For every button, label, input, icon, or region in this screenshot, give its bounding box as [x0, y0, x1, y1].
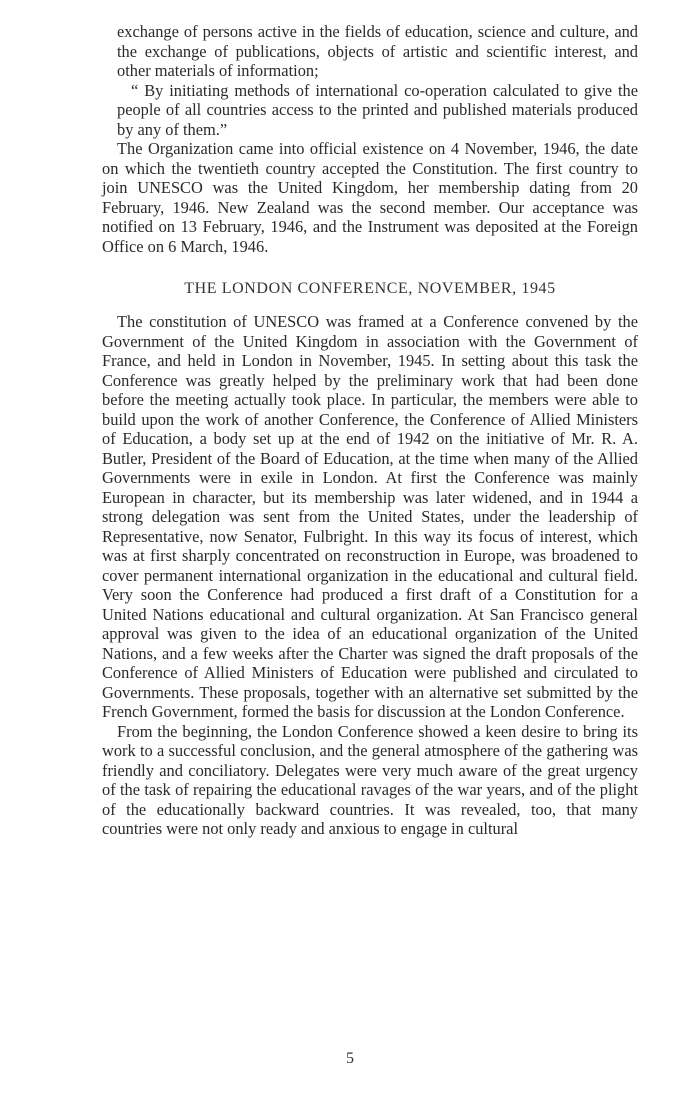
- page-number: 5: [346, 1050, 354, 1067]
- section-paragraph-1: The constitution of UNESCO was framed at a Conference convened by the Government of the United Kingdom in association with the Government of France, and held in London in November, 1945. In setting about this task the Conference was greatly helped by the preliminary work that had been done before the meeting actually took place. In particular, the members were able to build upon the work of another Conference, the Conference of Allied Ministers of Education, a body set up at the end of 1942 on the initiative of Mr. R. A. Butler, President of the Board of Education, at the time when many of the Allied Governments were in exile in London. At first the Conference was mainly European in character, but its membership was later widened, and in 1944 a strong delegation was sent from the United States, under the leadership of Representative, now Senator, Fulbright. In this way its focus of interest, which was at first sharply concentrated on reconstruction in Europe, was broadened to cover permanent international organization in the educational and cultural field. Very soon the Conference had produced a first draft of a Constitution for a United Nations educational and cultural organization. At San Francisco general approval was given to the idea of an educational organization of the United Nations, and a few weeks after the Charter was signed the draft proposals of the Conference of Allied Ministers of Education were published and circulated to Governments. These proposals, together with an alternative set submitted by the French Government, formed the basis for discussion at the London Conference.: [102, 312, 638, 721]
- quote-paragraph-2: “ By initiating methods of international co-operation calculated to give the people of all countries access to the printed and published materials produced by any of them.”: [117, 80, 638, 139]
- section-heading: THE LONDON CONFERENCE, NOVEMBER, 1945: [184, 280, 556, 297]
- intro-paragraph: The Organization came into official existence on 4 November, 1946, the date on which the twentieth country accepted the Constitution. The first country to join UNESCO was the United Kingdom, her membership dating from 20 February, 1946. New Zealand was the second member. Our acceptance was notified on 13 February, 1946, and the Instrument was deposited at the Foreign Office on 6 March, 1946.: [102, 139, 638, 256]
- intro-section: [102, 139, 638, 256]
- london-conference-section: [102, 312, 638, 839]
- quote-paragraph-1: exchange of persons active in the fields of education, science and culture, and the exchange of publications, objects of artistic and scientific interest, and other materials of information;: [117, 22, 638, 80]
- quoted-passage: [102, 22, 638, 139]
- section-paragraph-2: From the beginning, the London Conference showed a keen desire to bring its work to a successful conclusion, and the general atmosphere of the gathering was friendly and conciliatory. Delegates were very much aware of the great urgency of the task of repairing the educational ravages of the war years, and of the plight of the educationally backward countries. It was revealed, too, that many countries were not only ready and anxious to engage in cultural: [102, 721, 638, 838]
